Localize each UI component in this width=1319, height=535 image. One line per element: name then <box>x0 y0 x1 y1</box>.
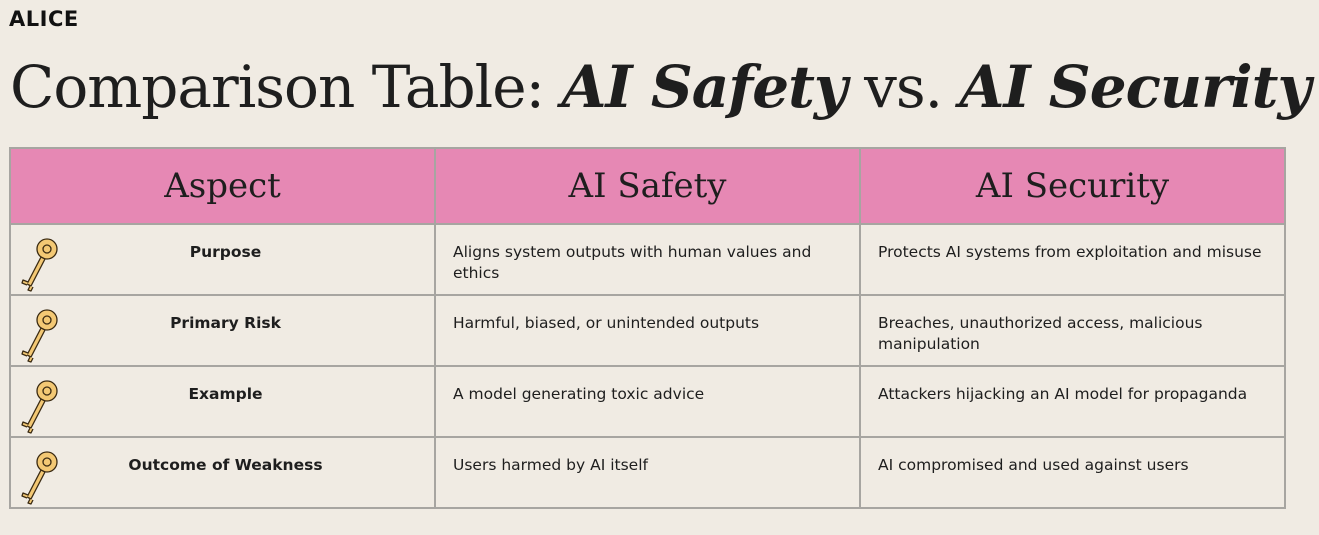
header-aspect: Aspect <box>10 148 435 224</box>
title-middle: vs. <box>846 53 960 121</box>
table-row <box>10 437 1285 508</box>
key-icon <box>19 379 61 435</box>
security-cell: Breaches, unauthorized access, malicious manipulation <box>860 295 1285 366</box>
table-header-row <box>10 148 1285 224</box>
safety-cell: Aligns system outputs with human values and ethics <box>435 224 860 295</box>
title-term-safety: AI Safety <box>561 53 847 121</box>
aspect-cell <box>10 295 435 366</box>
aspect-label: Example <box>188 385 263 403</box>
header-ai-safety: AI Safety <box>435 148 860 224</box>
comparison-table <box>9 147 1286 509</box>
table-row <box>10 224 1285 295</box>
safety-cell: Harmful, biased, or unintended outputs <box>435 295 860 366</box>
safety-cell: A model generating toxic advice <box>435 366 860 437</box>
aspect-cell <box>10 437 435 508</box>
security-cell: AI compromised and used against users <box>860 437 1285 508</box>
aspect-label: Outcome of Weakness <box>128 456 323 474</box>
header-ai-security: AI Security <box>860 148 1285 224</box>
table-row <box>10 366 1285 437</box>
aspect-label: Purpose <box>189 243 262 261</box>
safety-cell: Users harmed by AI itself <box>435 437 860 508</box>
key-icon <box>19 237 61 293</box>
title-term-security: AI Security <box>959 53 1311 121</box>
security-cell: Protects AI systems from exploitation and misuse <box>860 224 1285 295</box>
aspect-label: Primary Risk <box>170 314 281 332</box>
aspect-cell <box>10 366 435 437</box>
key-icon <box>19 450 61 506</box>
table-row <box>10 295 1285 366</box>
aspect-cell <box>10 224 435 295</box>
title-prefix: Comparison Table: <box>10 53 562 121</box>
key-icon <box>19 308 61 364</box>
security-cell: Attackers hijacking an AI model for propaganda <box>860 366 1285 437</box>
page-title <box>10 50 1310 124</box>
brand-logo: ALICE <box>9 7 79 31</box>
